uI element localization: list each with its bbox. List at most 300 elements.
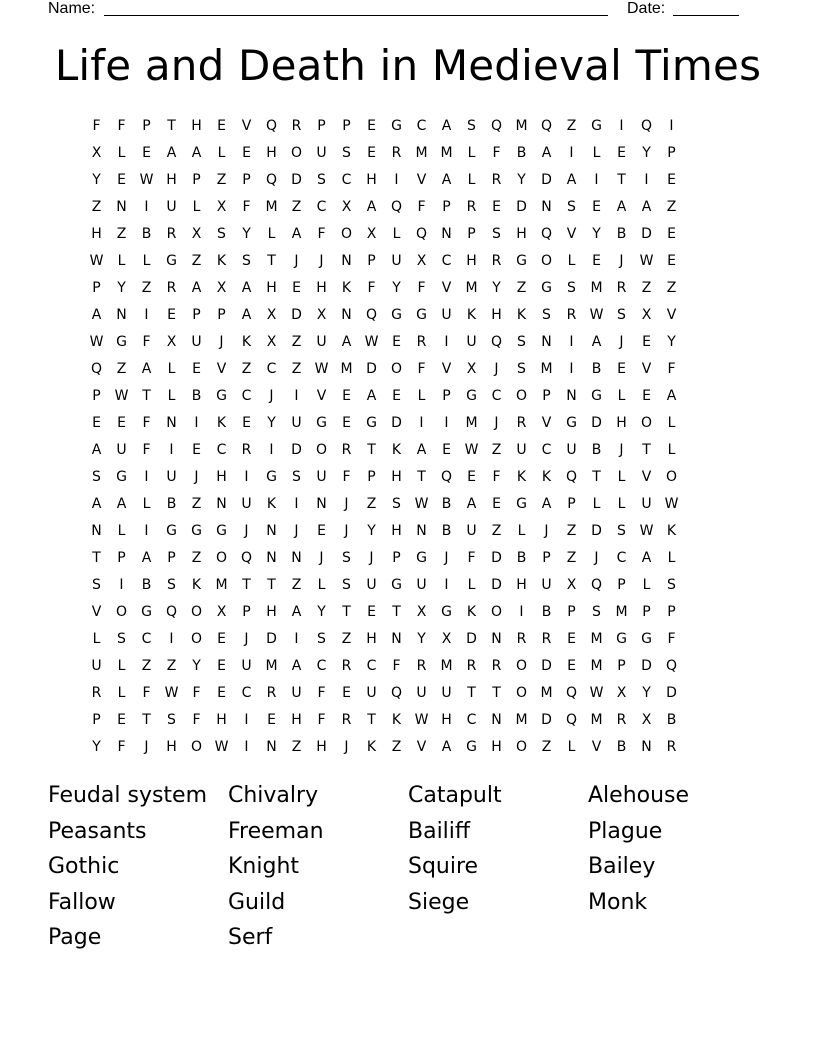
grid-letter[interactable]: H — [366, 172, 377, 188]
grid-letter[interactable]: Q — [565, 712, 578, 728]
grid-letter[interactable]: W — [589, 307, 604, 323]
grid-letter[interactable]: T — [642, 442, 651, 458]
grid-letter[interactable]: D — [291, 307, 302, 323]
grid-letter[interactable]: U — [241, 658, 252, 674]
grid-letter[interactable]: S — [617, 307, 626, 323]
grid-letter[interactable]: W — [114, 388, 129, 404]
grid-letter[interactable]: T — [92, 550, 101, 566]
grid-letter[interactable]: O — [665, 469, 678, 485]
grid-letter[interactable]: U — [441, 307, 452, 323]
grid-letter[interactable]: Z — [641, 280, 652, 296]
grid-letter[interactable]: N — [266, 523, 277, 539]
grid-letter[interactable]: L — [317, 577, 326, 593]
grid-letter[interactable]: T — [392, 604, 401, 620]
grid-letter[interactable]: N — [641, 739, 652, 755]
grid-letter[interactable]: O — [540, 253, 553, 269]
grid-letter[interactable]: B — [616, 226, 627, 242]
grid-letter[interactable]: Y — [92, 739, 101, 755]
grid-letter[interactable]: O — [190, 631, 203, 647]
grid-letter[interactable]: E — [567, 658, 576, 674]
grid-letter[interactable]: L — [467, 145, 476, 161]
grid-letter[interactable]: Z — [141, 658, 152, 674]
grid-letter[interactable]: M — [590, 712, 603, 728]
grid-letter[interactable]: F — [367, 280, 376, 296]
grid-letter[interactable]: X — [641, 712, 652, 728]
grid-letter[interactable]: N — [541, 199, 552, 215]
grid-letter[interactable]: Q — [565, 685, 578, 701]
grid-letter[interactable]: S — [292, 469, 301, 485]
grid-letter[interactable]: X — [466, 361, 477, 377]
grid-letter[interactable]: J — [344, 739, 349, 755]
grid-letter[interactable]: A — [241, 280, 252, 296]
grid-letter[interactable]: D — [366, 361, 377, 377]
grid-letter[interactable]: S — [242, 253, 251, 269]
grid-letter[interactable]: G — [466, 388, 477, 404]
grid-letter[interactable]: L — [667, 442, 676, 458]
grid-letter[interactable]: Y — [117, 280, 126, 296]
grid-letter[interactable]: U — [366, 577, 377, 593]
grid-letter[interactable]: H — [266, 280, 277, 296]
grid-letter[interactable]: H — [441, 712, 452, 728]
grid-letter[interactable]: I — [644, 172, 649, 188]
grid-letter[interactable]: U — [366, 685, 377, 701]
grid-letter[interactable]: X — [91, 145, 102, 161]
grid-letter[interactable]: R — [566, 307, 577, 323]
grid-letter[interactable]: V — [541, 415, 552, 431]
grid-letter[interactable]: P — [317, 118, 326, 134]
grid-letter[interactable]: B — [441, 496, 452, 512]
grid-letter[interactable]: O — [190, 604, 203, 620]
grid-letter[interactable]: Q — [265, 118, 278, 134]
grid-letter[interactable]: R — [341, 712, 352, 728]
grid-letter[interactable]: J — [494, 415, 499, 431]
grid-letter[interactable]: L — [417, 388, 426, 404]
grid-letter[interactable]: U — [466, 523, 477, 539]
grid-letter[interactable]: I — [169, 442, 174, 458]
grid-letter[interactable]: S — [342, 145, 351, 161]
grid-letter[interactable]: P — [542, 550, 551, 566]
grid-letter[interactable]: W — [589, 685, 604, 701]
grid-letter[interactable]: E — [117, 415, 126, 431]
grid-letter[interactable]: L — [567, 739, 576, 755]
grid-letter[interactable]: P — [442, 388, 451, 404]
grid-letter[interactable]: F — [192, 685, 201, 701]
grid-letter[interactable]: G — [591, 118, 602, 134]
grid-letter[interactable]: X — [266, 334, 277, 350]
grid-letter[interactable]: H — [516, 226, 527, 242]
grid-letter[interactable]: O — [390, 361, 403, 377]
grid-letter[interactable]: P — [192, 172, 201, 188]
grid-letter[interactable]: C — [441, 253, 452, 269]
grid-letter[interactable]: I — [119, 577, 124, 593]
grid-letter[interactable]: G — [416, 550, 427, 566]
grid-letter[interactable]: W — [639, 523, 654, 539]
grid-letter[interactable]: M — [440, 145, 453, 161]
grid-letter[interactable]: X — [416, 604, 427, 620]
grid-letter[interactable]: F — [192, 712, 201, 728]
grid-letter[interactable]: T — [492, 685, 501, 701]
grid-letter[interactable]: N — [266, 739, 277, 755]
grid-letter[interactable]: D — [591, 415, 602, 431]
grid-letter[interactable]: L — [617, 388, 626, 404]
grid-letter[interactable]: T — [142, 388, 151, 404]
grid-letter[interactable]: N — [391, 631, 402, 647]
grid-letter[interactable]: T — [467, 685, 476, 701]
grid-letter[interactable]: S — [342, 577, 351, 593]
grid-letter[interactable]: O — [315, 442, 328, 458]
grid-letter[interactable]: Q — [565, 469, 578, 485]
grid-letter[interactable]: L — [467, 577, 476, 593]
grid-letter[interactable]: N — [91, 523, 102, 539]
grid-letter[interactable]: R — [291, 118, 302, 134]
grid-letter[interactable]: E — [392, 388, 401, 404]
grid-letter[interactable]: E — [217, 685, 226, 701]
grid-letter[interactable]: R — [616, 280, 627, 296]
grid-letter[interactable]: X — [216, 280, 227, 296]
grid-letter[interactable]: Q — [640, 118, 653, 134]
grid-letter[interactable]: J — [194, 469, 199, 485]
grid-letter[interactable]: Y — [642, 145, 651, 161]
grid-letter[interactable]: Z — [566, 118, 577, 134]
grid-letter[interactable]: A — [641, 199, 652, 215]
grid-letter[interactable]: F — [142, 685, 151, 701]
grid-letter[interactable]: V — [416, 172, 427, 188]
grid-letter[interactable]: R — [541, 631, 552, 647]
grid-letter[interactable]: L — [192, 199, 201, 215]
grid-letter[interactable]: L — [667, 550, 676, 566]
grid-letter[interactable]: S — [117, 631, 126, 647]
grid-letter[interactable]: Z — [291, 739, 302, 755]
grid-letter[interactable]: O — [515, 685, 528, 701]
grid-letter[interactable]: V — [566, 226, 577, 242]
grid-letter[interactable]: J — [144, 739, 149, 755]
grid-letter[interactable]: M — [215, 577, 228, 593]
grid-letter[interactable]: J — [319, 550, 324, 566]
grid-letter[interactable]: K — [516, 307, 527, 323]
grid-letter[interactable]: E — [117, 172, 126, 188]
grid-letter[interactable]: R — [266, 685, 277, 701]
grid-letter[interactable]: L — [117, 523, 126, 539]
grid-letter[interactable]: P — [192, 307, 201, 323]
grid-letter[interactable]: G — [591, 388, 602, 404]
grid-letter[interactable]: T — [242, 577, 251, 593]
grid-letter[interactable]: K — [216, 415, 227, 431]
grid-letter[interactable]: Z — [116, 226, 127, 242]
grid-letter[interactable]: N — [266, 550, 277, 566]
grid-letter[interactable]: H — [91, 226, 102, 242]
grid-letter[interactable]: F — [317, 712, 326, 728]
grid-letter[interactable]: G — [391, 118, 402, 134]
grid-letter[interactable]: F — [667, 631, 676, 647]
grid-letter[interactable]: E — [492, 496, 501, 512]
grid-letter[interactable]: C — [541, 442, 552, 458]
grid-letter[interactable]: G — [216, 523, 227, 539]
grid-letter[interactable]: E — [342, 388, 351, 404]
grid-letter[interactable]: J — [294, 523, 299, 539]
grid-letter[interactable]: J — [369, 550, 374, 566]
grid-letter[interactable]: P — [442, 199, 451, 215]
grid-letter[interactable]: T — [367, 712, 376, 728]
grid-letter[interactable]: H — [466, 253, 477, 269]
grid-letter[interactable]: L — [642, 577, 651, 593]
grid-letter[interactable]: P — [92, 280, 101, 296]
grid-letter[interactable]: E — [367, 604, 376, 620]
grid-letter[interactable]: K — [391, 442, 402, 458]
grid-letter[interactable]: K — [666, 523, 677, 539]
grid-letter[interactable]: G — [441, 604, 452, 620]
grid-letter[interactable]: Q — [90, 361, 103, 377]
grid-letter[interactable]: A — [141, 361, 152, 377]
grid-letter[interactable]: A — [91, 307, 102, 323]
grid-letter[interactable]: L — [617, 496, 626, 512]
grid-letter[interactable]: W — [89, 334, 104, 350]
grid-letter[interactable]: U — [316, 334, 327, 350]
grid-letter[interactable]: S — [517, 361, 526, 377]
grid-letter[interactable]: I — [269, 442, 274, 458]
grid-letter[interactable]: C — [266, 361, 277, 377]
grid-letter[interactable]: V — [641, 361, 652, 377]
grid-letter[interactable]: M — [465, 415, 478, 431]
grid-letter[interactable]: J — [319, 253, 324, 269]
grid-letter[interactable]: I — [144, 469, 149, 485]
grid-letter[interactable]: Z — [116, 361, 127, 377]
grid-letter[interactable]: D — [466, 631, 477, 647]
grid-letter[interactable]: U — [416, 685, 427, 701]
grid-letter[interactable]: Z — [491, 523, 502, 539]
grid-letter[interactable]: G — [516, 496, 527, 512]
grid-letter[interactable]: H — [316, 739, 327, 755]
grid-letter[interactable]: O — [340, 226, 353, 242]
grid-letter[interactable]: B — [516, 145, 527, 161]
grid-letter[interactable]: A — [116, 496, 127, 512]
grid-letter[interactable]: U — [316, 469, 327, 485]
grid-letter[interactable]: G — [316, 415, 327, 431]
grid-letter[interactable]: B — [591, 442, 602, 458]
grid-letter[interactable]: X — [341, 199, 352, 215]
grid-letter[interactable]: I — [144, 523, 149, 539]
grid-letter[interactable]: N — [491, 712, 502, 728]
grid-letter[interactable]: B — [441, 523, 452, 539]
grid-letter[interactable]: E — [367, 118, 376, 134]
grid-letter[interactable]: R — [416, 658, 427, 674]
grid-letter[interactable]: U — [641, 496, 652, 512]
grid-letter[interactable]: L — [142, 496, 151, 512]
grid-letter[interactable]: D — [516, 199, 527, 215]
grid-letter[interactable]: A — [141, 550, 152, 566]
grid-letter[interactable]: H — [266, 604, 277, 620]
grid-letter[interactable]: C — [316, 658, 327, 674]
grid-letter[interactable]: K — [341, 280, 352, 296]
grid-letter[interactable]: H — [216, 469, 227, 485]
grid-letter[interactable]: W — [214, 739, 229, 755]
grid-letter[interactable]: A — [91, 442, 102, 458]
grid-letter[interactable]: L — [142, 253, 151, 269]
grid-letter[interactable]: W — [314, 361, 329, 377]
grid-letter[interactable]: Z — [566, 550, 577, 566]
grid-letter[interactable]: L — [117, 685, 126, 701]
grid-letter[interactable]: D — [541, 172, 552, 188]
grid-letter[interactable]: A — [541, 145, 552, 161]
grid-letter[interactable]: A — [191, 280, 202, 296]
grid-letter[interactable]: I — [294, 631, 299, 647]
grid-letter[interactable]: S — [92, 469, 101, 485]
grid-letter[interactable]: Y — [517, 172, 526, 188]
grid-letter[interactable]: U — [91, 658, 102, 674]
grid-letter[interactable]: I — [444, 577, 449, 593]
grid-letter[interactable]: Z — [291, 361, 302, 377]
grid-letter[interactable]: S — [567, 199, 576, 215]
grid-letter[interactable]: M — [515, 118, 528, 134]
grid-letter[interactable]: Z — [91, 199, 102, 215]
grid-letter[interactable]: D — [291, 442, 302, 458]
grid-letter[interactable]: P — [92, 388, 101, 404]
grid-letter[interactable]: S — [317, 172, 326, 188]
grid-letter[interactable]: W — [414, 712, 429, 728]
grid-letter[interactable]: N — [541, 334, 552, 350]
grid-letter[interactable]: A — [191, 145, 202, 161]
grid-letter[interactable]: O — [640, 415, 653, 431]
grid-letter[interactable]: P — [92, 712, 101, 728]
grid-letter[interactable]: Z — [516, 280, 527, 296]
grid-letter[interactable]: M — [415, 145, 428, 161]
grid-letter[interactable]: W — [164, 685, 179, 701]
grid-letter[interactable]: R — [91, 685, 102, 701]
grid-letter[interactable]: Q — [415, 226, 428, 242]
grid-letter[interactable]: Z — [216, 172, 227, 188]
grid-letter[interactable]: Z — [141, 280, 152, 296]
grid-letter[interactable]: N — [291, 550, 302, 566]
grid-letter[interactable]: G — [116, 469, 127, 485]
grid-letter[interactable]: A — [416, 442, 427, 458]
grid-letter[interactable]: X — [616, 685, 627, 701]
grid-letter[interactable]: A — [616, 199, 627, 215]
grid-letter[interactable]: A — [591, 334, 602, 350]
grid-letter[interactable]: S — [467, 118, 476, 134]
grid-letter[interactable]: U — [416, 577, 427, 593]
grid-letter[interactable]: H — [391, 523, 402, 539]
grid-letter[interactable]: P — [367, 253, 376, 269]
grid-letter[interactable]: D — [291, 172, 302, 188]
grid-letter[interactable]: C — [366, 658, 377, 674]
grid-letter[interactable]: M — [590, 280, 603, 296]
grid-letter[interactable]: I — [294, 496, 299, 512]
grid-letter[interactable]: E — [642, 388, 651, 404]
grid-letter[interactable]: A — [241, 307, 252, 323]
grid-letter[interactable]: V — [666, 307, 677, 323]
grid-letter[interactable]: I — [169, 631, 174, 647]
grid-letter[interactable]: M — [340, 361, 353, 377]
grid-letter[interactable]: E — [342, 685, 351, 701]
grid-letter[interactable]: Q — [240, 550, 253, 566]
grid-letter[interactable]: G — [391, 307, 402, 323]
grid-letter[interactable]: A — [441, 118, 452, 134]
grid-letter[interactable]: X — [441, 631, 452, 647]
grid-letter[interactable]: X — [316, 307, 327, 323]
grid-letter[interactable]: E — [192, 442, 201, 458]
grid-letter[interactable]: F — [492, 145, 501, 161]
grid-letter[interactable]: H — [491, 739, 502, 755]
grid-letter[interactable]: E — [667, 253, 676, 269]
grid-letter[interactable]: M — [540, 685, 553, 701]
grid-letter[interactable]: Z — [191, 550, 202, 566]
grid-letter[interactable]: K — [366, 739, 377, 755]
grid-letter[interactable]: Z — [391, 739, 402, 755]
grid-letter[interactable]: J — [494, 361, 499, 377]
grid-letter[interactable]: C — [341, 172, 352, 188]
grid-letter[interactable]: I — [144, 307, 149, 323]
grid-letter[interactable]: F — [142, 442, 151, 458]
grid-letter[interactable]: J — [619, 253, 624, 269]
grid-letter[interactable]: V — [416, 739, 427, 755]
grid-letter[interactable]: A — [291, 658, 302, 674]
grid-letter[interactable]: T — [167, 118, 176, 134]
grid-letter[interactable]: E — [217, 658, 226, 674]
grid-letter[interactable]: Q — [590, 577, 603, 593]
grid-letter[interactable]: U — [316, 145, 327, 161]
grid-letter[interactable]: Z — [666, 199, 677, 215]
grid-letter[interactable]: E — [467, 469, 476, 485]
grid-letter[interactable]: D — [266, 631, 277, 647]
grid-letter[interactable]: W — [639, 253, 654, 269]
grid-letter[interactable]: X — [216, 604, 227, 620]
grid-letter[interactable]: I — [419, 415, 424, 431]
grid-letter[interactable]: Z — [241, 361, 252, 377]
grid-letter[interactable]: S — [317, 631, 326, 647]
grid-letter[interactable]: R — [166, 280, 177, 296]
grid-letter[interactable]: R — [516, 415, 527, 431]
grid-letter[interactable]: P — [667, 604, 676, 620]
grid-letter[interactable]: G — [616, 631, 627, 647]
grid-letter[interactable]: G — [366, 415, 377, 431]
grid-letter[interactable]: S — [392, 496, 401, 512]
grid-letter[interactable]: G — [416, 307, 427, 323]
grid-letter[interactable]: R — [516, 631, 527, 647]
grid-letter[interactable]: N — [216, 496, 227, 512]
grid-letter[interactable]: M — [615, 604, 628, 620]
grid-letter[interactable]: I — [444, 334, 449, 350]
grid-letter[interactable]: A — [341, 334, 352, 350]
grid-letter[interactable]: L — [592, 145, 601, 161]
grid-letter[interactable]: N — [441, 226, 452, 242]
grid-letter[interactable]: P — [542, 388, 551, 404]
grid-letter[interactable]: B — [666, 712, 677, 728]
grid-letter[interactable]: G — [541, 280, 552, 296]
grid-letter[interactable]: Y — [592, 226, 601, 242]
grid-letter[interactable]: X — [566, 577, 577, 593]
grid-letter[interactable]: F — [92, 118, 101, 134]
grid-letter[interactable]: H — [366, 631, 377, 647]
grid-letter[interactable]: Y — [242, 226, 251, 242]
grid-letter[interactable]: I — [244, 739, 249, 755]
grid-letter[interactable]: N — [491, 631, 502, 647]
grid-letter[interactable]: E — [242, 145, 251, 161]
grid-letter[interactable]: M — [540, 361, 553, 377]
grid-letter[interactable]: M — [515, 712, 528, 728]
grid-letter[interactable]: P — [392, 550, 401, 566]
grid-letter[interactable]: F — [467, 550, 476, 566]
grid-letter[interactable]: V — [591, 739, 602, 755]
grid-letter[interactable]: M — [590, 658, 603, 674]
grid-letter[interactable]: G — [116, 334, 127, 350]
grid-letter[interactable]: F — [117, 118, 126, 134]
grid-letter[interactable]: E — [642, 334, 651, 350]
grid-letter[interactable]: E — [342, 415, 351, 431]
grid-letter[interactable]: J — [619, 442, 624, 458]
grid-letter[interactable]: K — [541, 469, 552, 485]
grid-letter[interactable]: N — [566, 388, 577, 404]
grid-letter[interactable]: I — [619, 118, 624, 134]
grid-letter[interactable]: Q — [490, 118, 503, 134]
